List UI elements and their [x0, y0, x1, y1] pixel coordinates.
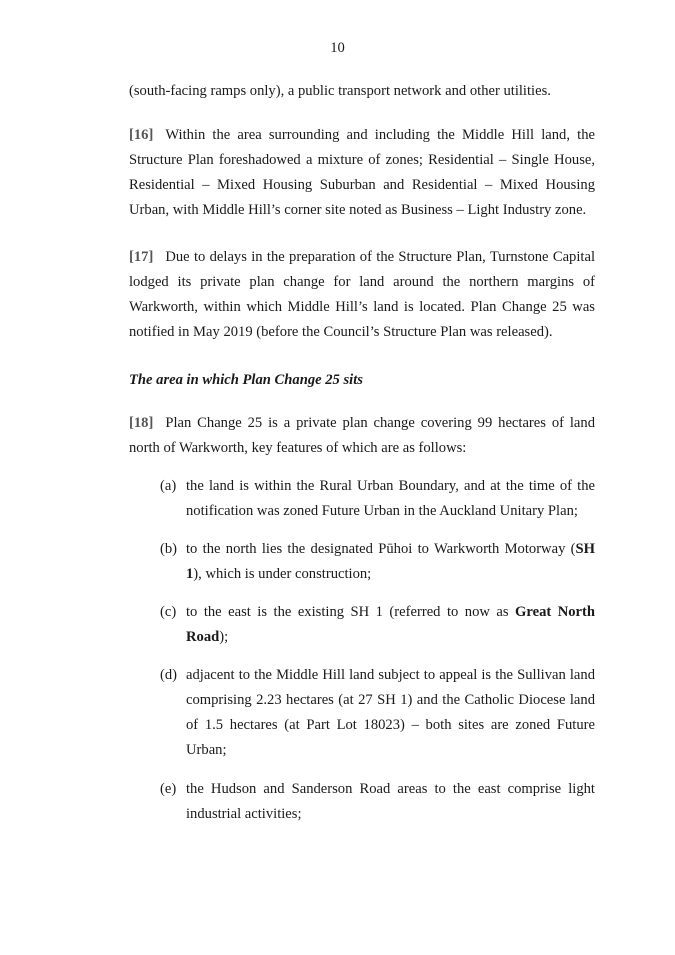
list-label: (b) [160, 541, 178, 557]
paragraph-16 [129, 123, 595, 223]
list-text [186, 600, 595, 650]
paragraph-number: [17] [129, 249, 154, 265]
list-text-part: to the north lies the designated Pūhoi to Warkworth Motorway ( [186, 541, 576, 557]
list-label: (d) [160, 667, 178, 683]
list-text: the Hudson and Sanderson Road areas to the east comprise light industrial activities; [186, 781, 595, 822]
list-item-a [160, 474, 595, 524]
list-label: (a) [160, 478, 177, 494]
list-text [186, 537, 595, 587]
list-text-part: to the east is the existing SH 1 (referred to now as [186, 604, 516, 620]
bold-term: Great North Road [186, 604, 596, 645]
paragraph-number: [18] [129, 415, 154, 431]
list-text-part: ), which is under construction; [193, 566, 372, 582]
page-number: 10 [330, 40, 345, 56]
continuation-text: (south-facing ramps only), a public transport network and other utilities. [129, 83, 551, 99]
paragraph-number: [16] [129, 127, 154, 143]
paragraph-18 [129, 411, 595, 461]
list-text: the land is within the Rural Urban Boundary, and at the time of the notification was zoned Future Urban in the Auckland Unitary Plan; [186, 478, 595, 519]
list-item-e [160, 777, 595, 827]
list-label: (e) [160, 781, 177, 797]
list-text-part: ); [219, 629, 229, 645]
paragraph-17 [129, 245, 595, 345]
bold-term: SH 1 [186, 541, 595, 582]
list-text: adjacent to the Middle Hill land subject to appeal is the Sullivan land comprising 2.23 hectares (at 27 SH 1) and the Catholic Diocese land of 1.5 hectares (at Part Lot 18023) – both sites are zoned Future Urban; [186, 667, 595, 758]
list-item-b [160, 537, 595, 587]
list-item-d [160, 663, 595, 763]
section-heading: The area in which Plan Change 25 sits [129, 372, 363, 388]
list-item-c [160, 600, 595, 650]
paragraph-text: Within the area surrounding and including the Middle Hill land, the Structure Plan foreshadowed a mixture of zones; Residential – Single House, Residential – Mixed Housing Suburban and Residential – Mixed Housing Urban, with Middle Hill’s corner site noted as Business – Light Industry zone. [129, 127, 595, 218]
list-label: (c) [160, 604, 177, 620]
paragraph-text: Plan Change 25 is a private plan change covering 99 hectares of land north of Warkworth, key features of which are as follows: [129, 415, 595, 456]
paragraph-text: Due to delays in the preparation of the Structure Plan, Turnstone Capital lodged its private plan change for land around the northern margins of Warkworth, within which Middle Hill’s land is located. Plan Change 25 was notified in May 2019 (before the Council’s Structure Plan was released). [129, 249, 595, 340]
